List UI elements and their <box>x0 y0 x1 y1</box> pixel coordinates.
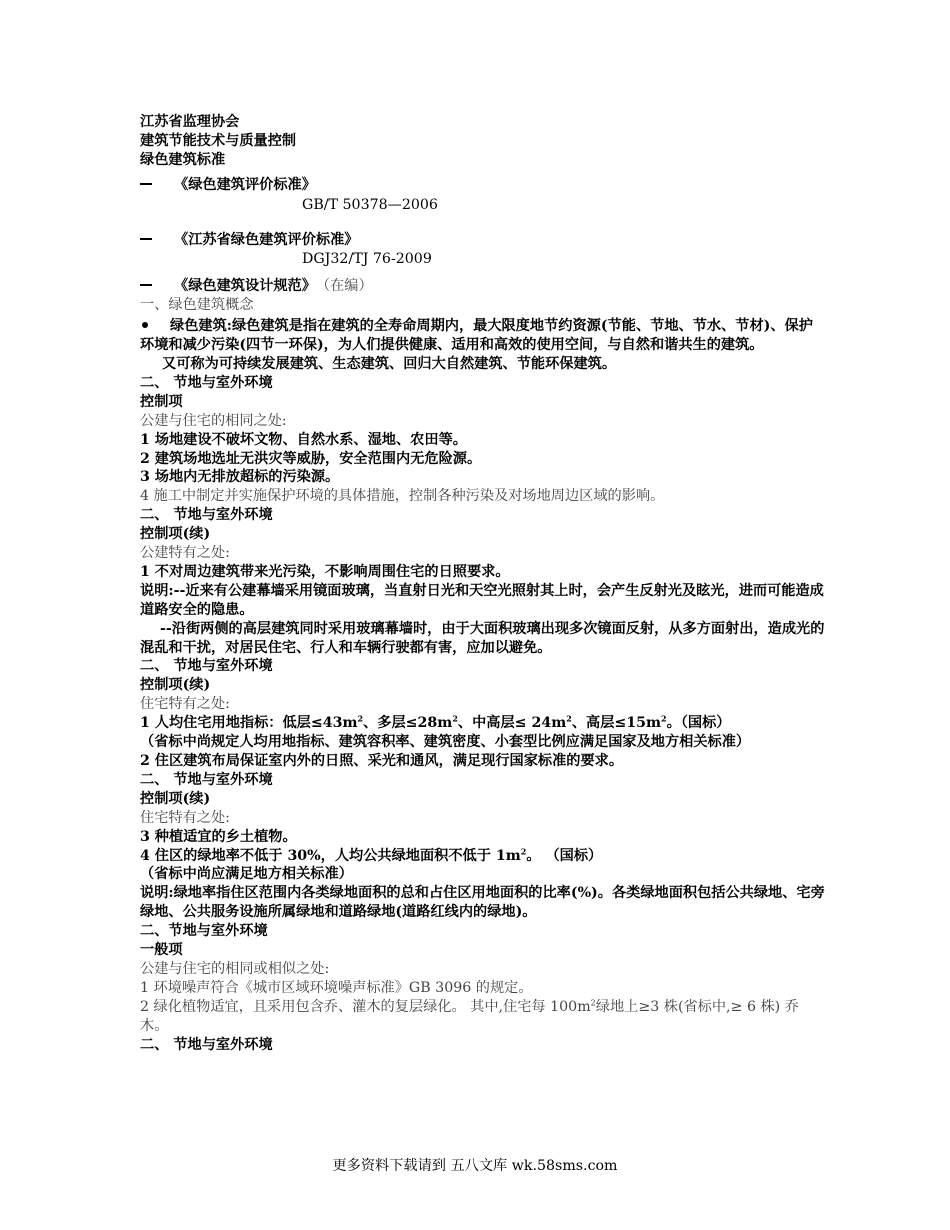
standard-1 <box>140 176 825 195</box>
bullet-icon <box>142 322 148 328</box>
standard-title: 《绿色建筑评价标准》 <box>174 176 316 193</box>
section-sub: 控制项(续) <box>140 677 211 694</box>
standard-2 <box>140 231 825 250</box>
section-sub: 控制项(续) <box>140 790 211 807</box>
list-item: 2 绿化植物适宜，且采用包含乔、灌木的复层绿化。 其中,住宅每 $100m^2$绿地上≥3 株(省标中,≥ 6 株) 乔木。 <box>140 998 799 1034</box>
list-item: 4 施工中制定并实施保护环境的具体措施，控制各种污染及对场地周边区域的影响。 <box>140 488 665 505</box>
org-name: 江苏省监理协会 <box>140 114 240 130</box>
section-intro: 公建特有之处: <box>140 545 230 562</box>
concept-heading: 一、绿色建筑概念 <box>140 297 254 314</box>
standard-note: （在编） <box>315 278 373 295</box>
list-item: 3 场地内无排放超标的污染源。 <box>140 469 340 486</box>
standard-code: GB/T 50378—2006 <box>302 196 438 213</box>
concept-definition: 绿色建筑:绿色建筑是指在建筑的全寿命周期内，最大限度地节约资源(节能、节地、节水、节材)、保护环境和减少污染(四节一环保)，为人们提供健康、适用和高效的使用空间，与自然和谐共生的建筑。 <box>140 318 813 354</box>
list-item: 1 场地建设不破坏文物、自然水系、湿地、农田等。 <box>140 431 467 448</box>
section-intro: 住宅特有之处: <box>140 696 230 713</box>
section-heading: 二、 节地与室外环境 <box>140 374 273 391</box>
section-intro: 公建与住宅的相同之处: <box>140 412 287 429</box>
standard-title: 《江苏省绿色建筑评价标准》 <box>174 231 359 248</box>
section-heading: 二、 节地与室外环境 <box>140 771 273 788</box>
document-body <box>140 113 825 1055</box>
list-item: 4 住区的绿地率不低于 30%，人均公共绿地面积不低于 $1m^2$。 （国标） <box>140 845 603 864</box>
note-text: （省标中尚规定人均用地指标、建筑容积率、建筑密度、小套型比例应满足国家及地方相关标准） <box>140 734 751 751</box>
note-text: --沿街两侧的高层建筑同时采用玻璃幕墙时，由于大面积玻璃出现多次镜面反射，从多方面射出，造成光的混乱和干扰，对居民住宅、行人和车辆行驶都有害，应加以避免。 <box>140 620 825 656</box>
note-text: 说明:绿地率指住区范围内各类绿地面积的总和占住区用地面积的比率(%)。各类绿地面积包括公共绿地、宅旁绿地、公共服务设施所属绿地和道路绿地(道路红线内的绿地)。 <box>140 885 825 921</box>
section-sub: 一般项 <box>140 942 183 959</box>
concept-aka: 又可称为可持续发展建筑、生态建筑、回归大自然建筑、节能环保建筑。 <box>162 355 617 372</box>
section-sub: 控制项(续) <box>140 526 211 543</box>
section-intro: 公建与住宅的相同或相似之处: <box>140 960 330 977</box>
list-item: 1 环境噪声符合《城市区域环境噪声标准》GB 3096 的规定。 <box>140 979 533 996</box>
standard-code: DGJ32/TJ 76-2009 <box>302 251 432 268</box>
section-heading: 二、 节地与室外环境 <box>140 658 273 675</box>
list-item: 3 种植适宜的乡土植物。 <box>140 828 297 845</box>
list-item: 1 不对周边建筑带来光污染，不影响周围住宅的日照要求。 <box>140 563 510 580</box>
note-text: 说明:--近来有公建幕墙采用镜面玻璃，当直射日光和天空光照射其上时，会产生反射光及眩光，进而可能造成道路安全的隐患。 <box>140 582 824 618</box>
section-sub: 控制项 <box>140 393 183 410</box>
section-heading: 二、节地与室外环境 <box>140 923 268 940</box>
topic-title: 绿色建筑标准 <box>140 151 226 168</box>
standard-3 <box>140 277 825 296</box>
section-intro: 住宅特有之处: <box>140 809 230 826</box>
list-item: 2 建筑场地选址无洪灾等威胁，安全范围内无危险源。 <box>140 450 482 467</box>
dash-icon <box>140 284 152 286</box>
footer-text: 更多资料下载请到 五八文库 wk.58sms.com <box>332 1158 618 1174</box>
course-title: 建筑节能技术与质量控制 <box>140 132 297 149</box>
dash-icon <box>140 183 152 185</box>
list-item: 2 住区建筑布局保证室内外的日照、采光和通风，满足现行国家标准的要求。 <box>140 753 624 769</box>
section-heading: 二、 节地与室外环境 <box>140 1036 273 1053</box>
note-text: （省标中尚应满足地方相关标准） <box>140 866 353 883</box>
dash-icon <box>140 238 152 240</box>
section-heading: 二、 节地与室外环境 <box>140 507 273 524</box>
standard-title: 《绿色建筑设计规范》 <box>174 278 316 295</box>
list-item: 1 人均住宅用地指标：低层$\le 43m^2$、多层$\le 28m^2$、中高层≤ $24m^2$、高层$\le 15m^2$。（国标） <box>140 713 731 732</box>
